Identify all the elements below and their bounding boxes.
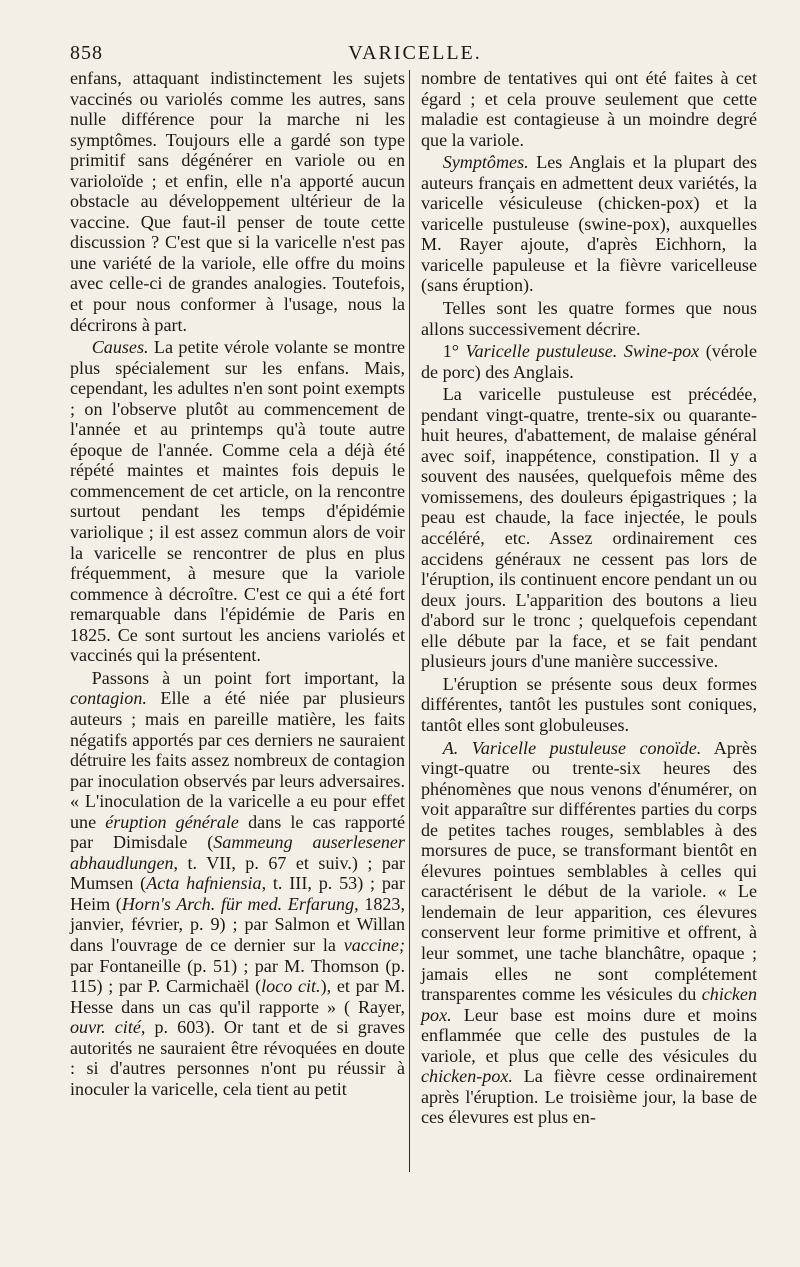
paragraph-r3: [421, 298, 757, 339]
paragraph-r1: [421, 68, 757, 150]
paragraph-r5: [421, 384, 757, 672]
text-run: ), et par M. Hesse dans un cas qu'il rapporte » ( Rayer,: [70, 976, 405, 1017]
italic-text: Causes.: [91, 337, 149, 358]
text-run: , t. III, p. 53) ; par Heim (: [70, 873, 405, 914]
right-column: [421, 68, 757, 1128]
italic-text: contagion.: [70, 688, 147, 709]
italic-text: loco cit.: [261, 976, 321, 997]
paragraph-r7: [421, 738, 757, 1128]
text-run: La varicelle pustuleuse est précédée, pendant vingt-quatre, trente-six ou quarante-huit heures, d'abattement, de malaise général avec soif, inappétence, constipation. Il y a souvent des nausées, quelquefois même des vomissemens, des douleurs épigastriques ; la peau est chaude, la face injectée, le pouls accéléré, etc. Assez ordinairement ces accidens généraux ne cessent pas lors de l'éruption, ils continuent encore pendant un ou deux jours. L'apparition des boutons a lieu d'abord sur le tronc ; quelquefois cependant elle débute par la face, et se fait pendant plusieurs jours d'une manière successive.: [421, 384, 757, 672]
paragraph-l1: [70, 68, 405, 335]
italic-text: Varicelle pustuleuse. Swine-pox: [465, 341, 700, 362]
text-run: (vérole de porc) des Anglais.: [421, 341, 757, 382]
text-run: La fièvre cesse ordinairement après l'éruption. Le troisième jour, la base de ces élevures est plus en-: [421, 1066, 757, 1128]
italic-text: chicken-pox.: [421, 1066, 513, 1087]
paragraph-l3: [70, 668, 405, 1099]
italic-text: ouvr. cité: [70, 1017, 141, 1038]
text-run: nombre de tentatives qui ont été faites à cet égard ; et cela prouve seulement que cette maladie est contagieuse à un moindre degré que la variole.: [421, 68, 757, 150]
text-run: Passons à un point fort important, la: [91, 667, 405, 688]
italic-text: Sammeung auserlesener abhaudlungen: [70, 832, 405, 873]
text-run: Elle a été niée par plusieurs auteurs ; mais en pareille matière, les faits négatifs apportés par ces derniers ne sauraient détruire les faits assez nombreux de contagion par inoculation observés par leurs adversaires. « L'inoculation de la varicelle a eu pour effet une: [70, 688, 405, 832]
text-run: enfans, attaquant indistinctement les sujets vaccinés ou variolés comme les autres, sans nulle différence pour la marche ni les symptômes. Toujours elle a gardé son type primitif sans dégénérer en variole ou en varioloïde ; et enfin, elle n'a apporté aucun obstacle au développement ultérieur de la vaccine. Que faut-il penser de toute cette discussion ? C'est que si la varicelle n'est pas une variété de la variole, elle offre du moins avec celle-ci de grandes analogies. Toutefois, et pour nous conformer à l'usage, nous la décrirons à part.: [70, 68, 405, 335]
paragraph-r4: [421, 341, 757, 382]
text-run: Les Anglais et la plupart des auteurs français en admettent deux variétés, la varicelle vésiculeuse (chicken-pox) et la varicelle pustuleuse (swine-pox), auxquelles M. Rayer ajoute, d'après Eichhorn, la varicelle papuleuse et la fièvre varicelleuse (sans éruption).: [421, 152, 757, 296]
italic-text: chicken pox.: [421, 984, 757, 1025]
text-run: La petite vérole volante se montre plus spécialement sur les enfans. Mais, cependant, les adultes n'en sont point exempts ; on l'observe plutôt au commencement de l'année et au printemps qu'à toute autre époque de l'année. Comme cela a déjà été répété maintes et maintes fois depuis le commencement de cet article, on la rencontre surtout pendant les temps d'épidémie variolique ; il est assez commun alors de voir la varicelle se rencontrer de plus en plus fréquemment, à mesure que la variole commence à décroître. C'est ce qui a été fort remarquable dans l'épidémie de Paris en 1825. Ce sont surtout les anciens variolés et vaccinés qui la présentent.: [70, 337, 405, 666]
paragraph-l2: [70, 337, 405, 666]
text-run: L'éruption se présente sous deux formes différentes, tantôt les pustules sont coniques, tantôt elles sont globuleuses.: [421, 673, 757, 735]
text-run: , 1823, janvier, février, p. 9) ; par Salmon et Willan dans l'ouvrage de ce dernier sur la: [70, 893, 405, 955]
column-divider: [409, 70, 410, 1172]
text-run: par Fontaneille (p. 51) ; par M. Thomson (p. 115) ; par P. Carmichaël (: [70, 955, 405, 997]
italic-text: Symptômes.: [442, 152, 529, 173]
text-run: Telles sont les quatre formes que nous allons successivement décrire.: [421, 298, 757, 339]
italic-text: A. Varicelle pustuleuse conoïde.: [442, 737, 702, 758]
text-run: Leur base est moins dure et moins enflammée que celle des pustules de la variole, et plus que celle des vésicules du: [421, 1004, 757, 1066]
text-run: , t. VII, p. 67 et suiv.) ; par Mumsen (: [70, 852, 405, 894]
paragraph-r2: [421, 152, 757, 296]
italic-text: Horn's Arch. für med. Erfarung: [121, 893, 355, 914]
italic-text: éruption générale: [105, 811, 239, 832]
text-run: 1°: [442, 341, 466, 362]
text-run: Après vingt-quatre ou trente-six heures des phénomènes que nous venons d'énumérer, on voit apparaître sur différentes parties du corps de petites taches rouges, semblables à des morsures de puce, se transformant bientôt en élevures pointues semblables à celles qui caractérisent le début de la variole. « Le lendemain de leur apparition, ces élevures conservent leur forme primitive et offrent, à leur sommet, une tache blanchâtre, opaque ; jamais elles ne sont complétement transparentes comme les vésicules du: [421, 737, 757, 1005]
text-run: dans le cas rapporté par Dimisdale (: [70, 811, 406, 853]
text-run: , p. 603). Or tant et de si graves autorités ne sauraient être révoquées en doute : si d'autres personnes n'ont pu réussir à inoculer la varicelle, cela tient au petit: [70, 1017, 405, 1099]
italic-text: Acta hafniensia: [146, 873, 262, 894]
italic-text: vaccine;: [343, 934, 405, 955]
left-column: [70, 68, 405, 1099]
running-title: VARICELLE.: [348, 42, 482, 64]
paragraph-r6: [421, 674, 757, 736]
page-number: 858: [70, 42, 103, 64]
